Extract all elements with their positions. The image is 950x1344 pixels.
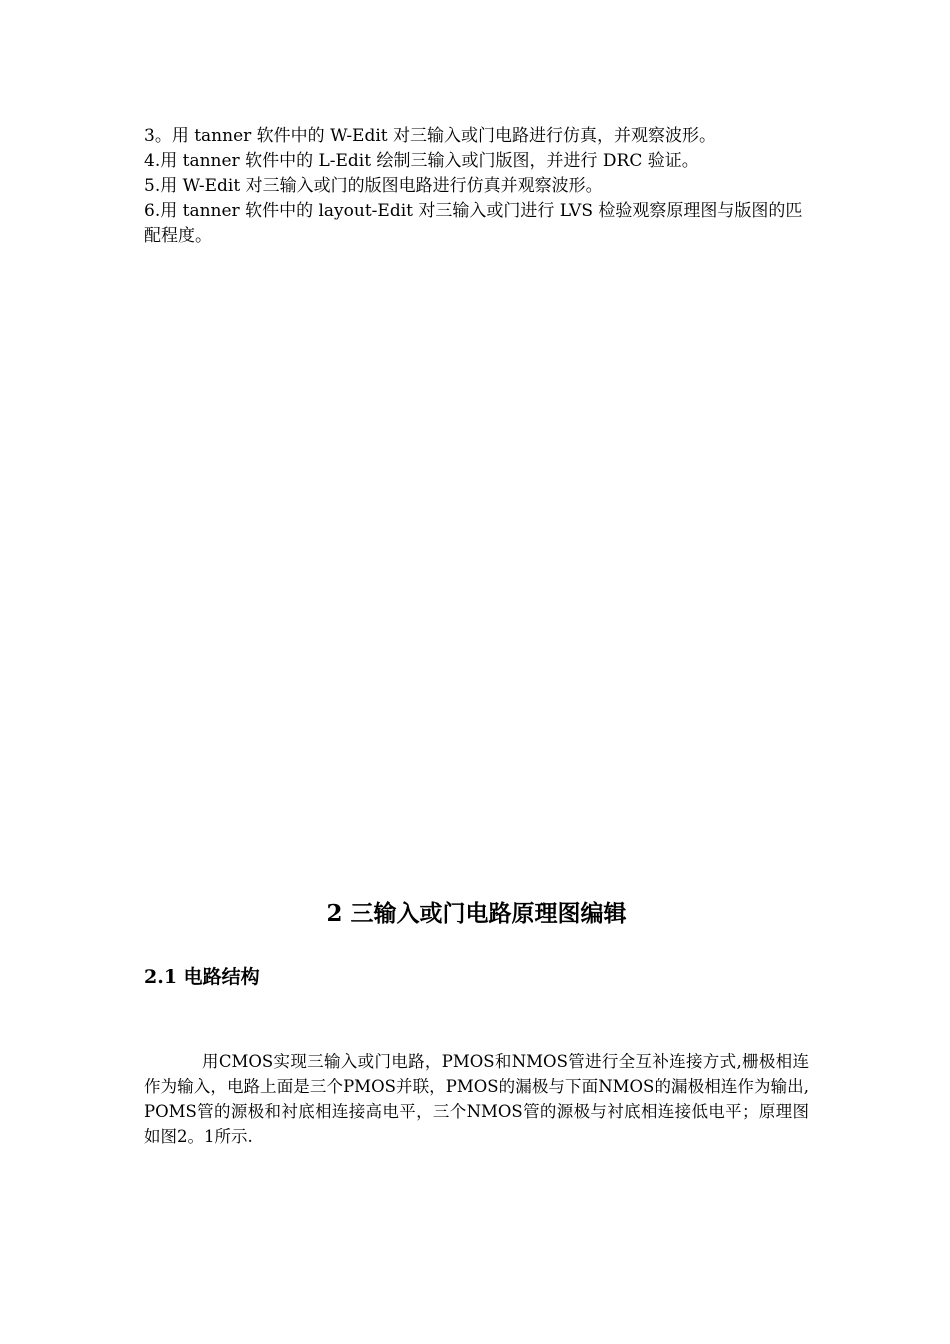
step-item-6: 6.用 tanner 软件中的 layout-Edit 对三输入或门进行 LVS 检验观察原理图与版图的匹配程度。: [144, 201, 803, 246]
step-list: [144, 124, 809, 249]
step-item-3: 3。用 tanner 软件中的 W-Edit 对三输入或门电路进行仿真，并观察波形。: [144, 126, 717, 146]
chapter-title: 2 三输入或门电路原理图编辑: [326, 900, 627, 927]
step-item-4: 4.用 tanner 软件中的 L-Edit 绘制三输入或门版图，并进行 DRC 验证。: [144, 151, 699, 171]
body-paragraph: 用CMOS实现三输入或门电路，PMOS和NMOS管进行全互补连接方式,栅极相连作为输入，电路上面是三个PMOS并联，PMOS的漏极与下面NMOS的漏极相连作为输出,POMS管的源极和衬底相连接高电平，三个NMOS管的源极与衬底相连接低电平；原理图如图2。1所示.: [144, 1052, 809, 1146]
section-title: 2.1 电路结构: [144, 966, 260, 988]
step-item-5: 5.用 W-Edit 对三输入或门的版图电路进行仿真并观察波形。: [144, 176, 603, 196]
